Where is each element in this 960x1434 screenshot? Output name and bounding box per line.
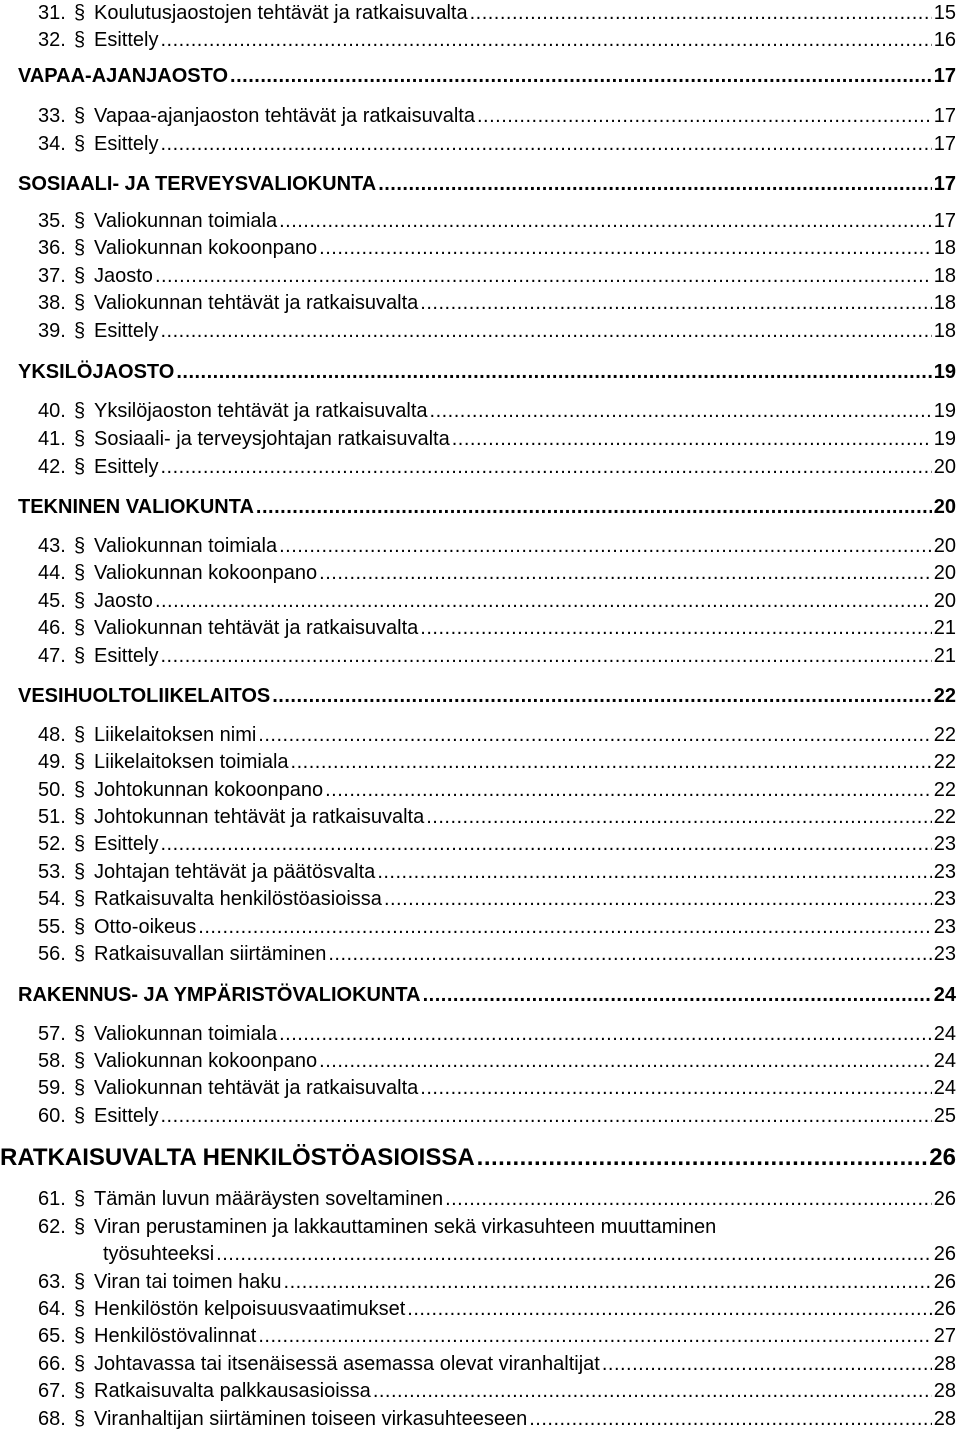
- toc-entry[interactable]: [38, 425, 956, 453]
- toc-title: TEKNINEN VALIOKUNTA: [18, 495, 254, 518]
- toc-title: Valiokunnan kokoonpano: [94, 1049, 318, 1072]
- toc-entry[interactable]: [38, 26, 956, 54]
- dot-leader: [155, 265, 932, 288]
- toc-title: Yksilöjaoston tehtävät ja ratkaisuvalta: [94, 399, 428, 422]
- toc-entry[interactable]: [38, 1295, 956, 1323]
- toc-title: työsuhteeksi: [103, 1242, 215, 1265]
- toc-number: 67.: [38, 1379, 66, 1402]
- toc-page-number: 20: [933, 561, 956, 584]
- toc-number: 61.: [38, 1187, 66, 1210]
- toc-page-number: 19: [933, 427, 956, 450]
- toc-heading[interactable]: [18, 981, 956, 1009]
- toc-number: 44.: [38, 561, 66, 584]
- dot-leader: [279, 1023, 932, 1046]
- dot-leader: [373, 1380, 932, 1403]
- dot-leader: [325, 779, 932, 802]
- toc-page-number: 18: [933, 236, 956, 259]
- section-sign: §: [74, 1187, 86, 1210]
- toc-entry[interactable]: [38, 587, 956, 615]
- dot-leader: [477, 105, 932, 128]
- toc-title: Sosiaali- ja terveysjohtajan ratkaisuvalta: [94, 427, 450, 450]
- toc-page-number: 21: [933, 644, 956, 667]
- dot-leader: [216, 1243, 932, 1266]
- dot-leader: [160, 133, 931, 156]
- section-sign: §: [74, 942, 86, 965]
- toc-number: 38.: [38, 291, 66, 314]
- toc-number: 49.: [38, 750, 66, 773]
- toc-entry[interactable]: [38, 1350, 956, 1378]
- toc-number: 43.: [38, 534, 66, 557]
- section-sign: §: [74, 860, 86, 883]
- toc-entry[interactable]: [38, 397, 956, 425]
- toc-entry[interactable]: [38, 614, 956, 642]
- toc-entry[interactable]: [38, 940, 956, 968]
- dot-leader: [230, 65, 932, 88]
- dot-leader: [529, 1408, 932, 1431]
- section-sign: §: [74, 534, 86, 557]
- toc-title: Ratkaisuvalta palkkausasioissa: [94, 1379, 371, 1402]
- dot-leader: [477, 1144, 928, 1172]
- dot-leader: [470, 2, 932, 25]
- dot-leader: [420, 617, 931, 640]
- toc-heading[interactable]: [18, 493, 956, 521]
- toc-entry[interactable]: [38, 1102, 956, 1130]
- section-sign: §: [74, 291, 86, 314]
- section-sign: §: [74, 132, 86, 155]
- toc-title: Esittely: [94, 644, 159, 667]
- toc-entry[interactable]: [38, 1020, 956, 1048]
- toc-page-number: 23: [933, 887, 956, 910]
- toc-title: Esittely: [94, 319, 159, 342]
- dot-leader: [420, 292, 931, 315]
- dot-leader: [160, 833, 931, 856]
- toc-entry[interactable]: [38, 721, 956, 749]
- toc-number: 54.: [38, 887, 66, 910]
- section-sign: §: [74, 1297, 86, 1320]
- toc-title: YKSILÖJAOSTO: [18, 360, 175, 383]
- toc-number: 65.: [38, 1324, 66, 1347]
- dot-leader: [176, 361, 931, 384]
- section-sign: §: [74, 1324, 86, 1347]
- toc-number: 64.: [38, 1297, 66, 1320]
- section-sign: §: [74, 778, 86, 801]
- toc-title: Valiokunnan toimiala: [94, 1022, 278, 1045]
- dot-leader: [445, 1188, 932, 1211]
- dot-leader: [279, 535, 932, 558]
- toc-title: Valiokunnan tehtävät ja ratkaisuvalta: [94, 616, 419, 639]
- toc-title: Henkilöstön kelpoisuusvaatimukset: [94, 1297, 406, 1320]
- toc-page-number: 23: [933, 860, 956, 883]
- toc-number: 66.: [38, 1352, 66, 1375]
- toc-number: 60.: [38, 1104, 66, 1127]
- toc-entry-continuation[interactable]: [103, 1240, 956, 1268]
- dot-leader: [256, 496, 932, 519]
- dot-leader: [426, 806, 932, 829]
- toc-title: VESIHUOLTOLIIKELAITOS: [18, 684, 271, 707]
- toc-number: 31.: [38, 1, 66, 24]
- section-sign: §: [74, 589, 86, 612]
- toc-page-number: 23: [933, 942, 956, 965]
- section-sign: §: [74, 1076, 86, 1099]
- toc-number: 63.: [38, 1270, 66, 1293]
- toc-number: 68.: [38, 1407, 66, 1430]
- dot-leader: [258, 1325, 931, 1348]
- toc-title: Ratkaisuvalta henkilöstöasioissa: [94, 887, 382, 910]
- toc-page-number: 20: [933, 455, 956, 478]
- section-sign: §: [74, 915, 86, 938]
- toc-number: 35.: [38, 209, 66, 232]
- toc-entry[interactable]: [38, 1405, 956, 1433]
- toc-page-number: 18: [933, 291, 956, 314]
- toc-number: 57.: [38, 1022, 66, 1045]
- dot-leader: [272, 685, 932, 708]
- toc-title: Esittely: [94, 28, 159, 51]
- toc-page-number: 28: [933, 1407, 956, 1430]
- toc-title: RAKENNUS- JA YMPÄRISTÖVALIOKUNTA: [18, 983, 421, 1006]
- section-sign: §: [74, 1352, 86, 1375]
- toc-page-number: 17: [933, 104, 956, 127]
- toc-page-number: 22: [933, 778, 956, 801]
- dot-leader: [420, 1077, 931, 1100]
- toc-entry[interactable]: [38, 1213, 956, 1241]
- toc-entry[interactable]: [38, 858, 956, 886]
- dot-leader: [291, 751, 932, 774]
- toc-title: Valiokunnan tehtävät ja ratkaisuvalta: [94, 1076, 419, 1099]
- toc-entry[interactable]: [38, 102, 956, 130]
- toc-page-number: 25: [933, 1104, 956, 1127]
- section-sign: §: [74, 1, 86, 24]
- toc-heading[interactable]: [18, 682, 956, 710]
- toc-entry[interactable]: [38, 0, 956, 27]
- toc-title: Jaosto: [94, 589, 153, 612]
- toc-number: 50.: [38, 778, 66, 801]
- toc-title: Valiokunnan toimiala: [94, 209, 278, 232]
- toc-entry[interactable]: [38, 1377, 956, 1405]
- toc-number: 45.: [38, 589, 66, 612]
- section-sign: §: [74, 28, 86, 51]
- section-sign: §: [74, 427, 86, 450]
- dot-leader: [160, 320, 931, 343]
- toc-title: Liikelaitoksen toimiala: [94, 750, 289, 773]
- toc-number: 39.: [38, 319, 66, 342]
- section-sign: §: [74, 723, 86, 746]
- toc-entry[interactable]: [38, 1047, 956, 1075]
- toc-page-number: 22: [933, 750, 956, 773]
- toc-entry[interactable]: [38, 130, 956, 158]
- toc-page-number: 23: [933, 832, 956, 855]
- toc-number: 46.: [38, 616, 66, 639]
- toc-entry[interactable]: [38, 532, 956, 560]
- toc-number: 37.: [38, 264, 66, 287]
- toc-page-number: 26: [933, 1242, 956, 1265]
- toc-title: Henkilöstövalinnat: [94, 1324, 257, 1347]
- dot-leader: [284, 1271, 932, 1294]
- dot-leader: [160, 29, 931, 52]
- toc-page-number: 28: [933, 1352, 956, 1375]
- toc-entry[interactable]: [38, 642, 956, 670]
- section-sign: §: [74, 1022, 86, 1045]
- section-sign: §: [74, 236, 86, 259]
- section-sign: §: [74, 104, 86, 127]
- toc-page-number: 17: [933, 64, 956, 87]
- toc-entry[interactable]: [38, 207, 956, 235]
- toc-number: 32.: [38, 28, 66, 51]
- toc-page-number: 19: [933, 360, 956, 383]
- toc-number: 41.: [38, 427, 66, 450]
- dot-leader: [258, 724, 931, 747]
- toc-entry[interactable]: [38, 262, 956, 290]
- toc-page-number: 23: [933, 915, 956, 938]
- toc-title: RATKAISUVALTA HENKILÖSTÖASIOISSA: [0, 1144, 475, 1171]
- toc-title: Jaosto: [94, 264, 153, 287]
- toc-title: Koulutusjaostojen tehtävät ja ratkaisuvalta: [94, 1, 468, 24]
- toc-title: Esittely: [94, 832, 159, 855]
- toc-entry[interactable]: [38, 913, 956, 941]
- toc-page-number: 17: [933, 132, 956, 155]
- toc-number: 40.: [38, 399, 66, 422]
- toc-number: 59.: [38, 1076, 66, 1099]
- dot-leader: [319, 237, 932, 260]
- dot-leader: [155, 590, 932, 613]
- toc-page-number: 20: [933, 495, 956, 518]
- section-sign: §: [74, 264, 86, 287]
- toc-entry[interactable]: [38, 1185, 956, 1213]
- toc-chapter[interactable]: [0, 1141, 956, 1175]
- toc-page-number: 18: [933, 264, 956, 287]
- toc-number: 58.: [38, 1049, 66, 1072]
- toc-page-number: 16: [933, 28, 956, 51]
- section-sign: §: [74, 750, 86, 773]
- section-sign: §: [74, 832, 86, 855]
- dot-leader: [160, 1105, 931, 1128]
- toc-title: Otto-oikeus: [94, 915, 197, 938]
- toc-page-number: 19: [933, 399, 956, 422]
- dot-leader: [160, 645, 931, 668]
- toc-page-number: 17: [933, 209, 956, 232]
- section-sign: §: [74, 1379, 86, 1402]
- toc-page-number: 22: [933, 805, 956, 828]
- toc-title: Esittely: [94, 132, 159, 155]
- toc-page-number: 20: [933, 589, 956, 612]
- toc-title: Tämän luvun määräysten soveltaminen: [94, 1187, 444, 1210]
- toc-title: Viran perustaminen ja lakkauttaminen sekä virkasuhteen muuttaminen: [94, 1215, 717, 1238]
- toc-entry[interactable]: [38, 317, 956, 345]
- section-sign: §: [74, 399, 86, 422]
- dot-leader: [430, 400, 932, 423]
- section-sign: §: [74, 644, 86, 667]
- toc-entry[interactable]: [38, 748, 956, 776]
- toc-title: Valiokunnan toimiala: [94, 534, 278, 557]
- toc-page-number: 26: [933, 1297, 956, 1320]
- dot-leader: [279, 210, 932, 233]
- toc-entry[interactable]: [38, 234, 956, 262]
- toc-entry[interactable]: [38, 885, 956, 913]
- toc-page-number: 24: [933, 1049, 956, 1072]
- toc-entry[interactable]: [38, 453, 956, 481]
- toc-page-number: 26: [933, 1270, 956, 1293]
- toc-number: 56.: [38, 942, 66, 965]
- section-sign: §: [74, 1049, 86, 1072]
- toc-title: Johtajan tehtävät ja päätösvalta: [94, 860, 376, 883]
- section-sign: §: [74, 616, 86, 639]
- section-sign: §: [74, 1407, 86, 1430]
- section-sign: §: [74, 1270, 86, 1293]
- toc-page-number: 26: [933, 1187, 956, 1210]
- toc-title: VAPAA-AJANJAOSTO: [18, 64, 229, 87]
- section-sign: §: [74, 561, 86, 584]
- toc-title: Viran tai toimen haku: [94, 1270, 282, 1293]
- toc-page-number: 21: [933, 616, 956, 639]
- toc-entry[interactable]: [38, 1322, 956, 1350]
- section-sign: §: [74, 805, 86, 828]
- toc-title: Vapaa-ajanjaoston tehtävät ja ratkaisuvalta: [94, 104, 475, 127]
- dot-leader: [160, 456, 931, 479]
- dot-leader: [407, 1298, 931, 1321]
- toc-entry[interactable]: [38, 289, 956, 317]
- toc-heading[interactable]: [18, 170, 956, 198]
- toc-title: Valiokunnan kokoonpano: [94, 561, 318, 584]
- toc-number: 51.: [38, 805, 66, 828]
- toc-title: Johtokunnan tehtävät ja ratkaisuvalta: [94, 805, 425, 828]
- toc-number: 48.: [38, 723, 66, 746]
- toc-title: Johtokunnan kokoonpano: [94, 778, 324, 801]
- toc-number: 52.: [38, 832, 66, 855]
- toc-title: Esittely: [94, 455, 159, 478]
- dot-leader: [377, 861, 931, 884]
- dot-leader: [384, 888, 932, 911]
- toc-title: Valiokunnan kokoonpano: [94, 236, 318, 259]
- toc-heading[interactable]: [18, 358, 956, 386]
- toc-entry[interactable]: [38, 1268, 956, 1296]
- toc-page-number: 18: [933, 319, 956, 342]
- toc-title: Esittely: [94, 1104, 159, 1127]
- toc-page-number: 22: [933, 723, 956, 746]
- toc-heading[interactable]: [18, 62, 956, 90]
- toc-number: 33.: [38, 104, 66, 127]
- toc-page-number: 28: [933, 1379, 956, 1402]
- toc-page-number: 24: [933, 1076, 956, 1099]
- dot-leader: [378, 173, 932, 196]
- section-sign: §: [74, 455, 86, 478]
- toc-title: SOSIAALI- JA TERVEYSVALIOKUNTA: [18, 172, 377, 195]
- toc-number: 53.: [38, 860, 66, 883]
- toc-title: Ratkaisuvallan siirtäminen: [94, 942, 327, 965]
- toc-number: 55.: [38, 915, 66, 938]
- toc-page-number: 26: [929, 1144, 956, 1171]
- dot-leader: [423, 984, 932, 1007]
- section-sign: §: [74, 1215, 86, 1238]
- dot-leader: [602, 1353, 932, 1376]
- section-sign: §: [74, 887, 86, 910]
- toc-page-number: 24: [933, 983, 956, 1006]
- toc-page-number: 15: [933, 1, 956, 24]
- toc-entry[interactable]: [38, 776, 956, 804]
- toc-entry[interactable]: [38, 830, 956, 858]
- toc-page-number: 17: [933, 172, 956, 195]
- dot-leader: [319, 1050, 932, 1073]
- toc-title: Liikelaitoksen nimi: [94, 723, 257, 746]
- section-sign: §: [74, 209, 86, 232]
- toc-number: 47.: [38, 644, 66, 667]
- dot-leader: [198, 916, 931, 939]
- dot-leader: [319, 562, 932, 585]
- section-sign: §: [74, 319, 86, 342]
- section-sign: §: [74, 1104, 86, 1127]
- toc-title: Viranhaltijan siirtäminen toiseen virkasuhteeseen: [94, 1407, 528, 1430]
- toc-title: Johtavassa tai itsenäisessä asemassa olevat viranhaltijat: [94, 1352, 600, 1375]
- toc-entry[interactable]: [38, 803, 956, 831]
- toc-number: 36.: [38, 236, 66, 259]
- toc-number: 62.: [38, 1215, 66, 1238]
- toc-entry[interactable]: [38, 1074, 956, 1102]
- toc-entry[interactable]: [38, 559, 956, 587]
- dot-leader: [328, 943, 931, 966]
- toc-title: Valiokunnan tehtävät ja ratkaisuvalta: [94, 291, 419, 314]
- toc-number: 42.: [38, 455, 66, 478]
- toc-number: 34.: [38, 132, 66, 155]
- toc-page-number: 20: [933, 534, 956, 557]
- dot-leader: [452, 428, 932, 451]
- toc-page-number: 24: [933, 1022, 956, 1045]
- toc-page-number: 22: [933, 684, 956, 707]
- toc-page-number: 27: [933, 1324, 956, 1347]
